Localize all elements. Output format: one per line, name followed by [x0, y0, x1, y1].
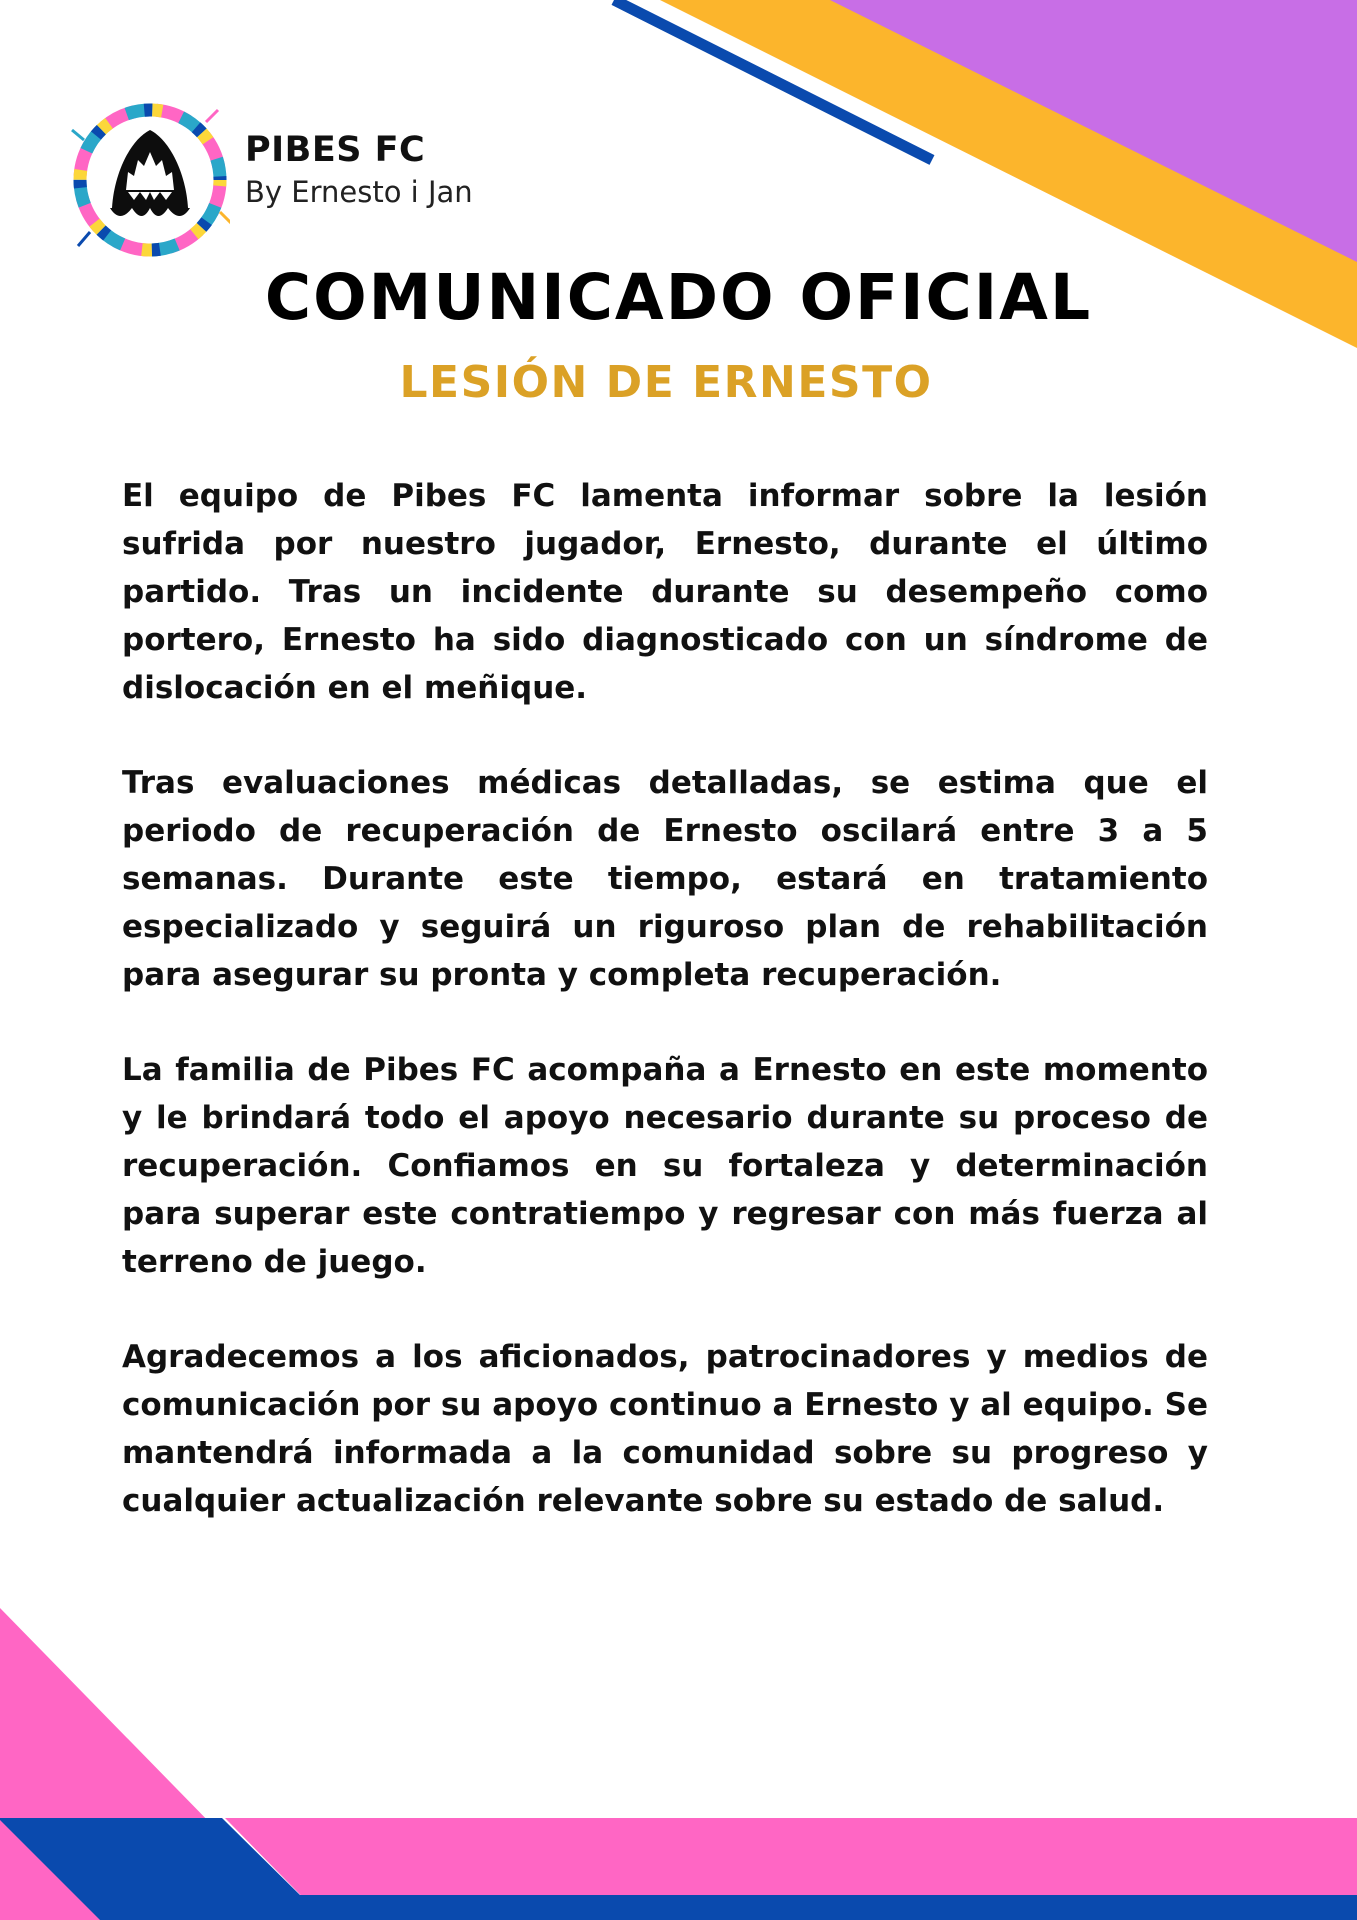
brand-name: PIBES FC — [245, 130, 426, 170]
brand-tagline: By Ernesto i Jan — [245, 175, 473, 209]
page-title: COMUNICADO OFICIAL — [264, 261, 1093, 334]
brand-block — [245, 130, 473, 210]
club-logo — [70, 100, 230, 260]
paragraph-4: Agradecemos a los aficionados, patrocinadores y medios de comunicación por su apoyo continuo a Ernesto y al equipo. Se mantendrá informada a la comunidad sobre su progreso y cualquier actualización relevante sobre su estado de salud. — [122, 1339, 1208, 1519]
paragraph-2: Tras evaluaciones médicas detalladas, se estima que el periodo de recuperación de Ernesto oscilará entre 3 a 5 semanas. Durante este tiempo, estará en tratamiento especializado y seguirá un riguroso plan de rehabilitación para asegurar su pronta y completa recuperación. — [122, 765, 1208, 993]
announcement-body — [122, 472, 1208, 1572]
paragraph-3: La familia de Pibes FC acompaña a Ernesto en este momento y le brindará todo el apoyo necesario durante su proceso de recuperación. Confiamos en su fortaleza y determinación para superar este contratiempo y regresar con más fuerza al terreno de juego. — [122, 1052, 1208, 1280]
page-subtitle: LESIÓN DE ERNESTO — [399, 357, 933, 408]
paragraph-1: El equipo de Pibes FC lamenta informar sobre la lesión sufrida por nuestro jugador, Ernesto, durante el último partido. Tras un incidente durante su desempeño como portero, Ernesto ha sido diagnosticado con un síndrome de dislocación en el meñique. — [122, 478, 1208, 706]
